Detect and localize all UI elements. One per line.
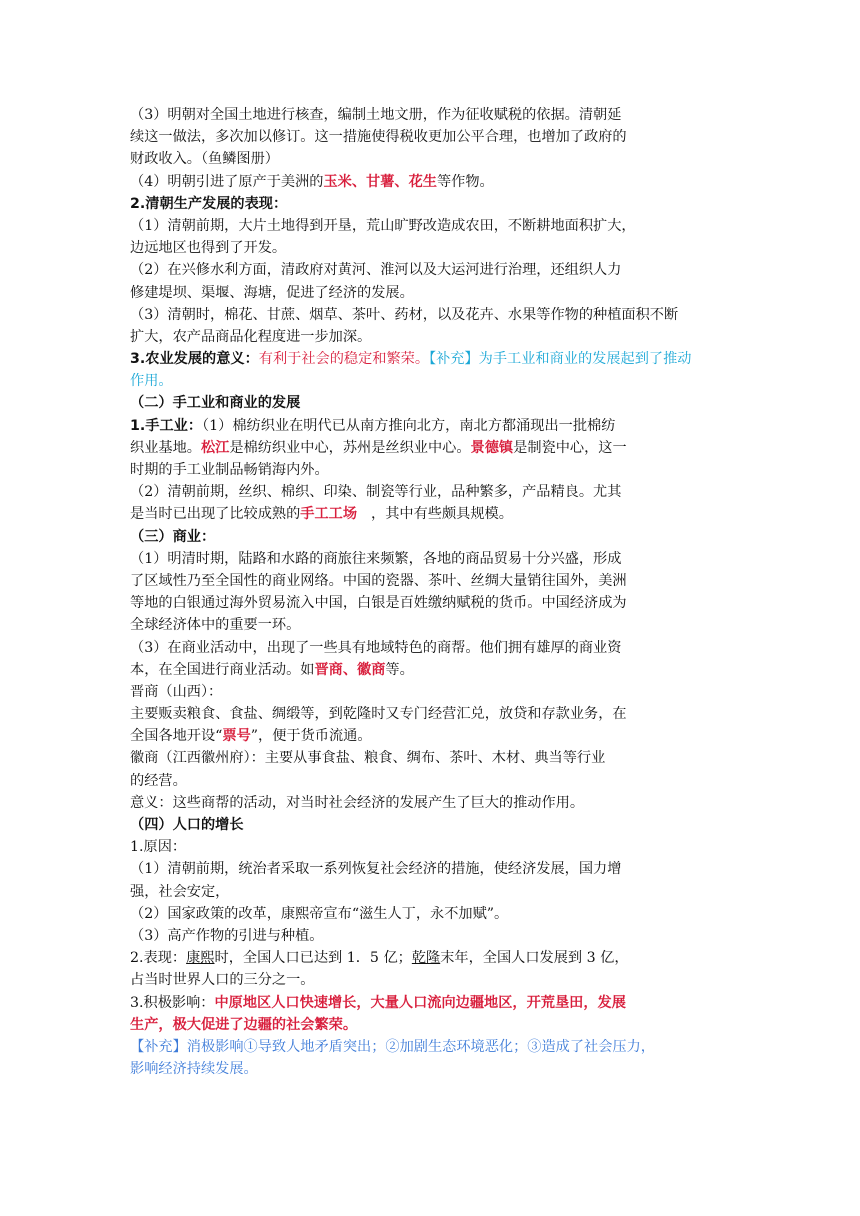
text-line: 1.原因： — [130, 839, 187, 856]
text-line: （1）清朝前期，统治者采取一系列恢复社会经济的措施，使经济发展，国力增 — [130, 861, 622, 878]
text-line — [130, 947, 740, 969]
document-page — [130, 104, 740, 1080]
text-line: 强，社会安定， — [130, 883, 230, 900]
highlight-merchants: 晋商、徽商 — [314, 661, 386, 678]
text-span: 3.积极影响： — [130, 994, 215, 1011]
text-line: 全球经济体中的重要一环。 — [130, 617, 301, 634]
text-span: 1.手工业： — [130, 417, 203, 434]
text-line: 修建堤坝、渠堰、海塘，促进了经济的发展。 — [130, 284, 414, 301]
text-span: 等作物。 — [436, 173, 494, 190]
heading-section-3: （三）商业： — [130, 528, 216, 545]
supplement-note: 消极影响①导致人地矛盾突出；②加剧生态环境恶化；③造成了社会压力， — [186, 1038, 655, 1055]
supplement-note: 作用。 — [130, 373, 173, 390]
text-span: （1）棉纺织业在明代已从南方推向北方，南北方都涌现出一批棉纺 — [202, 417, 616, 434]
heading-section-2: （二）手工业和商业的发展 — [130, 395, 301, 412]
text-line: （3）高产作物的引进与种植。 — [130, 927, 324, 944]
text-line — [130, 503, 740, 525]
text-span: 时，全国人口已达到 1．5 亿； — [214, 950, 412, 967]
text-span: 2.表现： — [130, 950, 187, 967]
text-line — [130, 725, 740, 747]
text-line: 意义：这些商帮的活动，对当时社会经济的发展产生了巨大的推动作用。 — [130, 794, 585, 811]
text-line: 主要贩卖粮食、食盐、绸缎等，到乾隆时又专门经营汇兑，放贷和存款业务，在 — [130, 706, 627, 723]
text-line — [130, 1036, 740, 1058]
text-line: 的经营。 — [130, 772, 187, 789]
text-line: （3）在商业活动中，出现了一些具有地域特色的商帮。他们拥有雄厚的商业资 — [130, 639, 622, 656]
text-line — [130, 992, 740, 1014]
text-span: ，其中有些颇具规模。 — [371, 506, 513, 523]
text-line: 等地的白银通过海外贸易流入中国，白银是百姓缴纳赋税的货币。中国经济成为 — [130, 595, 627, 612]
text-line: （1）明清时期，陆路和水路的商旅往来频繁，各地的商品贸易十分兴盛，形成 — [130, 550, 622, 567]
text-span: 等。 — [385, 661, 414, 678]
text-line — [130, 437, 740, 459]
text-span: 是棉纺织业中心，苏州是丝织业中心。 — [229, 439, 471, 456]
text-line: 占当时世界人口的三分之一。 — [130, 972, 315, 989]
highlight-workshop: 手工工场 — [300, 506, 358, 523]
text-line — [130, 171, 740, 193]
text-span: 3.农业发展的意义： — [130, 351, 259, 368]
supplement-note: 【补充】为手工业和商业的发展起到了推动 — [429, 351, 692, 368]
text-line — [130, 415, 740, 437]
text-line: （2）国家政策的改革，康熙帝宣布“滋生人丁，永不加赋”。 — [130, 905, 509, 922]
text-line: 了区域性乃至全国性的商业网络。中国的瓷器、茶叶、丝绸大量销往国外，美洲 — [130, 572, 627, 589]
text-line: （2）清朝前期，丝织、棉织、印染、制瓷等行业，品种繁多，产品精良。尤其 — [130, 484, 622, 501]
text-line: 徽商（江西徽州府）：主要从事食盐、粮食、绸布、茶叶、木材、典当等行业 — [130, 750, 606, 767]
underlined-qianlong: 乾隆 — [411, 950, 441, 967]
text-line: 边远地区也得到了开发。 — [130, 240, 287, 257]
text-line: 时期的手工业制品畅销海内外。 — [130, 462, 329, 478]
text-line: （2）在兴修水利方面，清政府对黄河、淮河以及大运河进行治理，还组织人力 — [130, 262, 622, 279]
text-line: 晋商（山西）： — [130, 683, 223, 700]
supplement-label: 【补充】 — [130, 1038, 187, 1055]
text-span: ”，便于货币流通。 — [250, 728, 372, 745]
text-line: （3）明朝对全国土地进行核查，编制土地文册，作为征收赋税的依据。清朝延 — [130, 107, 622, 123]
text-span: 末年，全国人口发展到 3 亿， — [440, 950, 629, 967]
highlight-piaohao: 票号 — [222, 728, 251, 745]
heading-qing-production: 2.清朝生产发展的表现： — [130, 195, 288, 212]
text-span: 是制瓷中心，这一 — [513, 439, 627, 456]
text-line — [130, 348, 740, 370]
text-span: （4）明朝引进了原产于美洲的 — [130, 173, 324, 190]
highlight-songjiang: 松江 — [200, 439, 230, 456]
text-span: 本，在全国进行商业活动。如 — [130, 661, 315, 678]
highlight-jingdezhen: 景德镇 — [470, 439, 514, 456]
text-line: 财政收入。（鱼鳞图册） — [130, 151, 279, 168]
underlined-kangxi: 康熙 — [186, 950, 215, 967]
text-line: （1）清朝前期，大片土地得到开垦，荒山旷野改造成农田，不断耕地面积扩大， — [130, 217, 636, 234]
supplement-note: 影响经济持续发展。 — [130, 1061, 258, 1078]
highlight-impact: 生产，极大促进了边疆的社会繁荣。 — [130, 1016, 358, 1033]
highlight-impact: 中原地区人口快速增长，大量人口流向边疆地区，开荒垦田，发展 — [214, 994, 626, 1011]
text-line: （3）清朝时，棉花、甘蔗、烟草、茶叶、药材，以及花卉、水果等作物的种植面积不断 — [130, 306, 679, 323]
text-span: 全国各地开设“ — [130, 728, 223, 745]
text-line — [130, 659, 740, 681]
text-span: 是当时已出现了比较成熟的 — [130, 506, 301, 523]
text-line: 扩大，农产品商品化程度进一步加深。 — [130, 328, 372, 345]
heading-section-4: （四）人口的增长 — [130, 817, 244, 833]
text-line: 续这一做法，多次加以修订。这一措施使得税收更加公平合理，也增加了政府的 — [130, 129, 627, 146]
highlight-significance: 有利于社会的稳定和繁荣。 — [258, 351, 430, 368]
text-span: 织业基地。 — [130, 439, 201, 456]
highlight-crops: 玉米、甘薯、花生 — [323, 173, 437, 190]
